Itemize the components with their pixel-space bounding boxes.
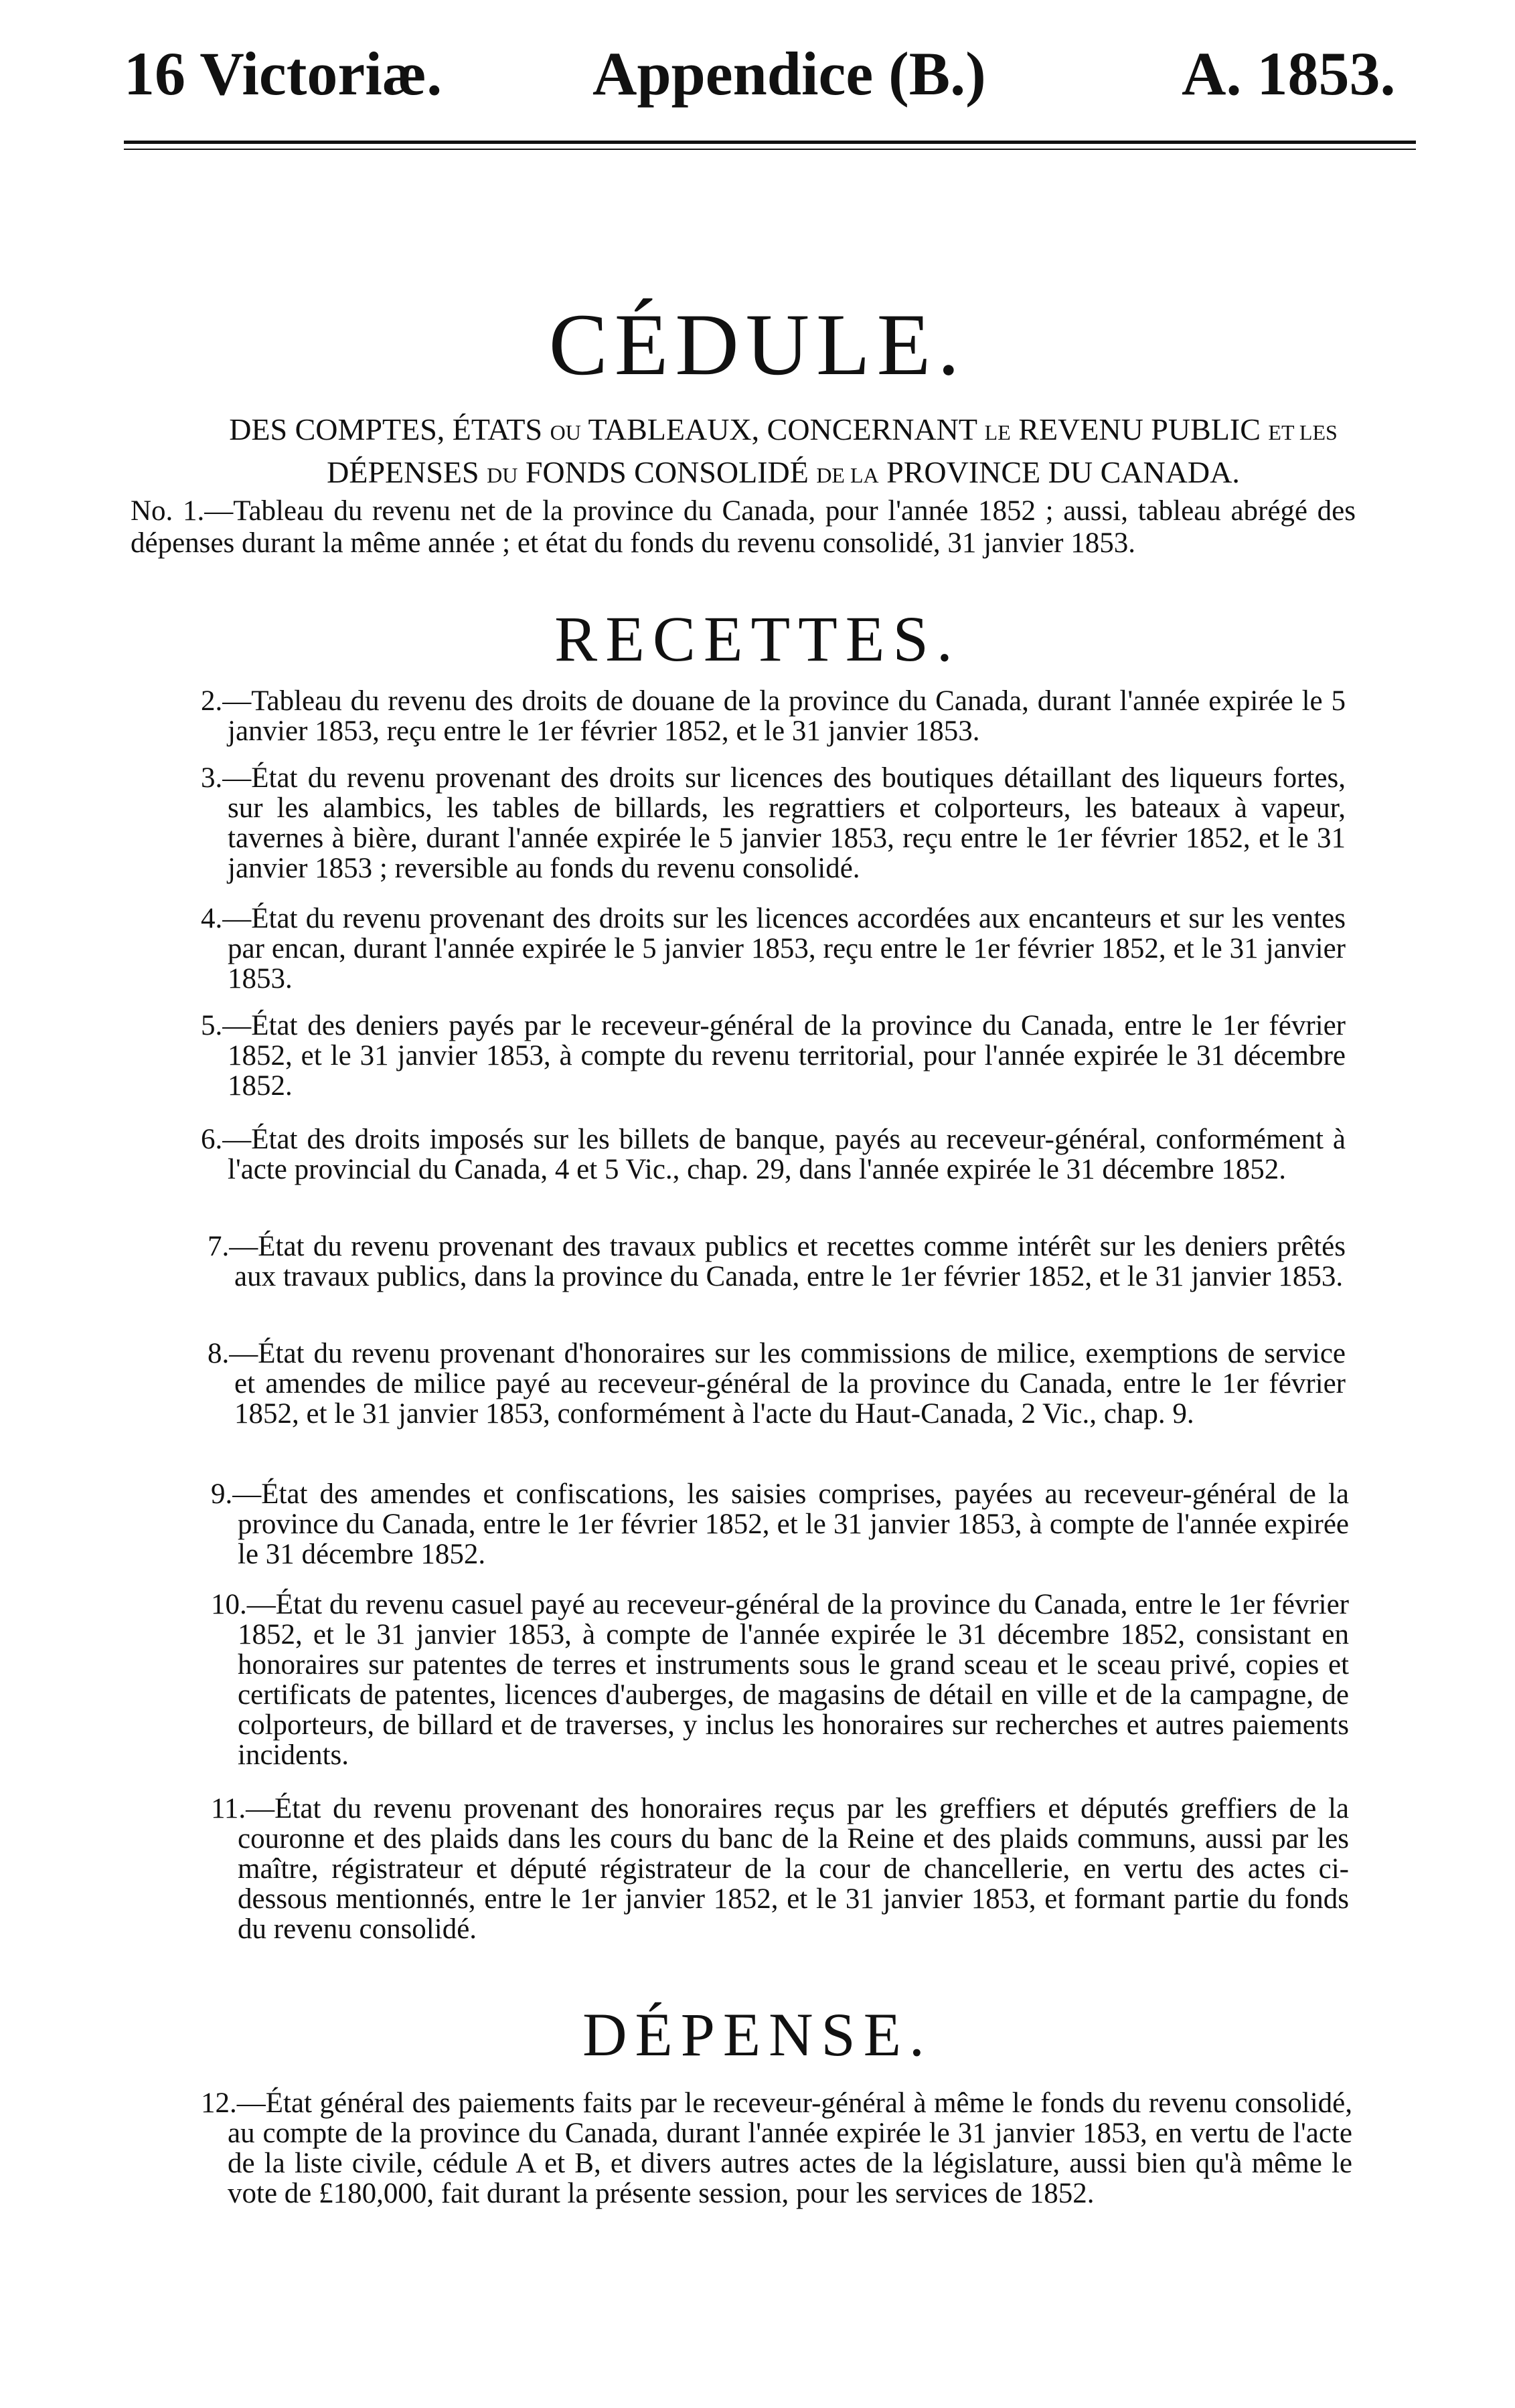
- subtitle-part: DÉPENSES: [327, 455, 487, 489]
- entry-9: 9.—État des amendes et confiscations, les saisies comprises, payées au receveur-général de la province du Canada, entre le 1er février 1852, et le 31 janvier 1853, à compte de l'année expirée le 31 décembre 1852.: [211, 1478, 1349, 1570]
- subtitle-part: FONDS CONSOLIDÉ: [517, 455, 817, 489]
- entry-6: 6.—État des droits imposés sur les billets de banque, payés au receveur-général, conformément à l'acte provincial du Canada, 4 et 5 Vic., chap. 29, dans l'année expirée le 31 décembre 1852.: [201, 1124, 1346, 1185]
- entry-3: 3.—État du revenu provenant des droits sur licences des boutiques détaillant des liqueurs fortes, sur les alambics, les tables de billards, les regrattiers et colporteurs, les bateaux à vapeur, tavernes à bière, durant l'année expirée le 5 janvier 1853, reçu entre le 1er février 1852, et le 31 janvier 1853 ; reversible au fonds du revenu consolidé.: [201, 762, 1346, 884]
- header-center: Appendice (B.): [592, 39, 986, 108]
- subtitle-part: DU: [487, 463, 518, 487]
- page-header: [0, 33, 1515, 114]
- subtitle-part: TABLEAUX, CONCERNANT: [580, 412, 985, 446]
- subtitle: [107, 410, 1459, 495]
- entry-12: 12.—État général des paiements faits par le receveur-général à même le fonds du revenu consolidé, au compte de la province du Canada, durant l'année expirée le 31 janvier 1853, en vertu de l'acte de la liste civile, cédule A et B, et divers autres actes de la législature, aussi bien qu'à même le vote de £180,000, fait durant la présente session, pour les services de 1852.: [201, 2087, 1352, 2209]
- subtitle-part: DE LA: [816, 463, 879, 487]
- header-right: A. 1853.: [1182, 39, 1396, 108]
- subtitle-part: ET LES: [1268, 420, 1338, 444]
- subtitle-part: LE: [984, 420, 1011, 444]
- item-no1: No. 1.—Tableau du revenu net de la province du Canada, pour l'année 1852 ; aussi, tableau abrégé des dépenses durant la même année ; et état du fonds du revenu consolidé, 31 janvier 1853.: [131, 495, 1356, 559]
- recettes-heading: RECETTES.: [554, 603, 961, 675]
- subtitle-part: DES COMPTES, ÉTATS: [229, 412, 550, 446]
- entry-11: 11.—État du revenu provenant des honoraires reçus par les greffiers et députés greffiers de la couronne et des plaids dans les cours du banc de la Reine et des plaids communs, aussi par les maître, régistrateur et député régistrateur de la cour de chancellerie, en vertu des actes ci-dessous mentionnés, entre le 1er janvier 1852, et le 31 janvier 1853, et formant partie du fonds du revenu consolidé.: [211, 1793, 1349, 1945]
- subtitle-part: REVENU PUBLIC: [1010, 412, 1269, 446]
- header-rule: [124, 141, 1416, 144]
- subtitle-part: PROVINCE DU CANADA.: [878, 455, 1240, 489]
- document-title: CÉDULE.: [548, 295, 967, 394]
- subtitle-part: OU: [550, 420, 581, 444]
- entry-5: 5.—État des deniers payés par le receveur-général de la province du Canada, entre le 1er février 1852, et le 31 janvier 1853, à compte du revenu territorial, pour l'année expirée le 31 décembre 1852.: [201, 1010, 1346, 1102]
- entry-8: 8.—État du revenu provenant d'honoraires sur les commissions de milice, exemptions de service et amendes de milice payé au receveur-général de la province du Canada, entre le 1er février 1852, et le 31 janvier 1853, conformément à l'acte du Haut-Canada, 2 Vic., chap. 9.: [208, 1338, 1346, 1430]
- header-left: 16 Victoriæ.: [124, 39, 443, 108]
- entry-7: 7.—État du revenu provenant des travaux publics et recettes comme intérêt sur les deniers prêtés aux travaux publics, dans la province du Canada, entre le 1er février 1852, et le 31 janvier 1853.: [208, 1231, 1346, 1292]
- header-rule-thin: [124, 149, 1416, 150]
- entry-10: 10.—État du revenu casuel payé au receveur-général de la province du Canada, entre le 1er février 1852, et le 31 janvier 1853, à compte de l'année expirée le 31 décembre 1852, consistant en honoraires sur patentes de terres et instruments sous le grand sceau et le sceau privé, copies et certificats de patentes, licences d'auberges, de magasins de détail en ville et de la campagne, de colporteurs, de billard et de traverses, y inclus les honoraires sur recherches et autres paiements incidents.: [211, 1589, 1349, 1771]
- entry-2: 2.—Tableau du revenu des droits de douane de la province du Canada, durant l'année expirée le 5 janvier 1853, reçu entre le 1er février 1852, et le 31 janvier 1853.: [201, 685, 1346, 747]
- depense-heading: DÉPENSE.: [582, 2000, 933, 2069]
- entry-4: 4.—État du revenu provenant des droits sur les licences accordées aux encanteurs et sur les ventes par encan, durant l'année expirée le 5 janvier 1853, reçu entre le 1er février 1852, et le 31 janvier 1853.: [201, 903, 1346, 995]
